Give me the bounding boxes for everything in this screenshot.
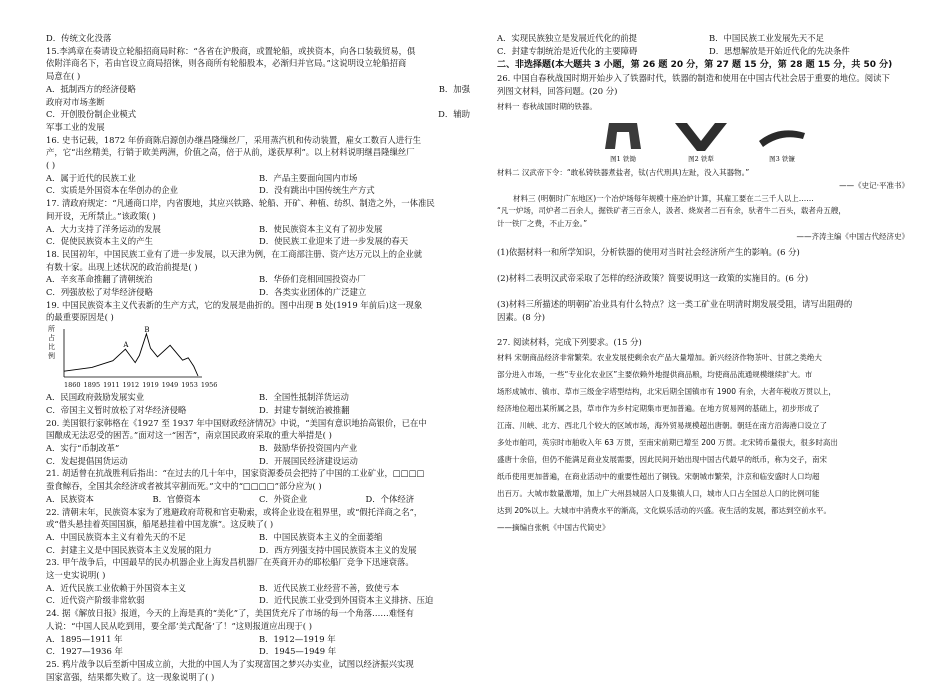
q26-material-2-source: ——《史记·平准书》 [839,180,909,190]
q20-option-a: A．实行“币制改革” [46,442,120,453]
q26-material-3-source: ——齐涛主编《中国古代经济史》 [796,231,909,241]
q23-option-a: A．近代民族工业依赖于外国资本主义 [46,582,187,593]
q26-subquestion-3-cont: 因素。(8 分) [497,311,546,322]
q15-option-b: B．加强 [438,83,470,94]
chart-x-ticks [64,379,220,392]
q19-option-c: C．帝国主义暂时放松了对华经济侵略 [46,404,187,415]
q16-line: 产，它“出丝精美，行销于欧美两洲，价值之高，倍于从前，遂获厚利”。以上材料说明继昌隆缫丝厂 [46,147,415,158]
q21-option-a: A．民族资本 [46,493,94,504]
q20-option-b: B．鼓励华侨投资国内产业 [259,442,358,453]
q19-chart [46,325,472,389]
q26-line: 列图文材料，回答问题。(20 分) [497,85,618,96]
q25-option-a: A．实现民族独立是发展近代化的前提 [497,33,638,43]
q27-material-line: 出百万。大城市数量激增，加上广大州县城居人口及集镇人口，城市人口占全国总人口的比例可能 [497,488,820,498]
q27-material [497,349,921,536]
q21-line: 蚕食鲸吞，全国其余经济或者被其宰割而死。”文中的“□□□□”部分应为( ) [46,481,322,492]
iron-hoe-icon [601,119,645,153]
chart-x-tick: 1949 [161,381,179,390]
q16-option-d: D．没有跳出中国传统生产方式 [259,185,375,196]
q16-option-b: B．产品主要面向国内市场 [259,172,358,183]
chart-x-tick: 1953 [181,381,198,390]
q21-line: 21. 胡适曾在抗战胜利后指出：“在过去的几十年中，国家资源委员会把持了中国的工业矿业，□□□□ [46,468,425,479]
chart-x-tick: 1911 [103,381,120,390]
q15-option-a: A．抵制西方的经济侵略 [46,83,136,94]
q22-option-c: C．封建主义是中国民族资本主义发展的阻力 [46,544,212,555]
iron-sickle-icon [757,119,807,153]
q25-option-b: B．中国民族工业发展先天不足 [709,33,825,43]
q25-line: 25. 鸦片战争以后至新中国成立前，大批的中国人为了实现富国之梦兴办实业，试图以经济振兴实现 [46,658,414,669]
left-column [46,32,472,683]
chart-y-label: 所占比例 [48,325,55,361]
q25-option-c: C．封建专制统治是近代化的主要障碍 [497,45,638,56]
chart-x-tick: 1860 [64,381,81,390]
right-column [497,32,921,536]
q26-material-3-line: “凡一炉场，司炉者二百余人，掘铁矿者三百余人，汲者、烧炭者二百有余，驮者牛二百头，载者舟五艘， [497,206,846,216]
question-25 [46,658,472,683]
q15-line: 依附洋商名下，若由官设立商局招徕，则各商所有轮船股本，必渐归并官局。”这说明设立轮船招商 [46,58,407,69]
q25-option-d: D．思想解放是开始近代化的先决条件 [709,45,850,56]
q17-option-a: A．大力支持了洋务运动的发展 [46,223,161,234]
iron-plough-figure [673,119,729,166]
q26-material-1: 材料一 春秋战国时期的铁器。 [497,101,597,111]
q18-option-d: D．各类实业团体的广泛建立 [259,287,367,298]
question-20 [46,417,472,468]
q23-option-d: D．近代民族工业受到外国资本主义排挤、压迫 [259,595,434,606]
q23-option-c: C．近代资产阶级非常软弱 [46,595,145,606]
q21-option-c: C．外资企业 [259,493,308,504]
q22-line: 22. 清朝末年，民族资本家为了逃避政府苛税和官吏勒索，或将企业设在租界里，或“假托洋商之名”， [46,506,423,517]
chart-annotation-a: A [123,341,129,350]
question-19 [46,299,472,417]
iron-sickle-figure [757,119,807,166]
q24-option-d: D．1945—1949 年 [259,646,337,657]
fig-1-caption: 图1 铁锄 [610,154,636,163]
q15-line: 局意在( ) [46,71,81,82]
q27-material-line: 部分进入市场，一些“专业化农业区”主要依赖外地提供商品粮，均使商品流通规模继续扩大。市 [497,369,813,379]
q27-material-line: 多处市舶司，英宗时市舶收入年 63 万贯，至南宋前期已增至 200 万贯。北宋铸币量很大，很多时高出 [497,437,838,447]
q27-material-line: 江南、川峡、北方、西北几个较大的区域市场，海外贸易规模超出唐朝。朝廷在南方沿海港口设立了 [497,420,827,430]
q18-option-b: B．华侨们竞相回国投资办厂 [259,274,366,285]
q27-material-line: 纸币使用更加普遍，在商业活动中的重要性超出了铜钱。宋朝城市繁荣，汴京和临安盛时人口均超 [497,471,820,481]
q20-line: 国酿成无法忍受的困苦。”面对这一“困苦”，南京国民政府采取的重大举措是( ) [46,430,332,441]
question-26 [497,72,921,323]
q16-line: ( ) [46,160,56,171]
section-2-heading: 二、非选择题(本大题共 3 小题，第 26 题 20 分，第 27 题 15 分，第 28 题 15 分，共 50 分) [497,60,893,71]
iron-tools-figure [497,115,921,165]
q27-material-line: 经济地位超出某所属之县，草市作为乡村定期集市更加普遍。在地方贸易网的基础上，初步形成了 [497,403,820,413]
question-17 [46,197,472,248]
q20-line: 20. 美国银行家韩格在《1927 至 1937 年中国财政经济情况》中说，“美国有意识地抬高银价，已在中 [46,417,427,428]
q19-option-b: B．全国性抵制洋货运动 [259,392,349,403]
q16-option-a: A．属于近代的民族工业 [46,172,136,183]
q21-option-d: D．个体经济 [365,493,415,504]
q17-line: 间开设，无所禁止。”该政策( ) [46,210,156,221]
q19-option-d: D．封建专制统治被推翻 [259,404,350,415]
q26-material-3-line: 材料三 (明朝时广东地区)一个冶炉场每年规模十座冶炉计算，其雇工要在二三千人以上…… [513,193,814,203]
chart-x-tick: 1895 [83,381,101,390]
q23-option-b: B．近代民族工业经营不善，致使亏本 [259,582,400,593]
chart-x-tick: 1956 [200,381,218,390]
q22-line: 或“借头悬挂着英国国旗，船尾悬挂着中国龙旗”。这反映了( ) [46,519,274,530]
q22-option-a: A．中国民族资本主义有着先天的不足 [46,531,187,542]
q17-option-d: D．使民族工业迎来了进一步发展的春天 [259,236,409,247]
q24-option-a: A．1895—1911 年 [46,633,123,644]
q23-line: 这一史实说明( ) [46,570,106,581]
q16-line: 16. 史书记载，1872 年侨商陈启源创办继昌隆缫丝厂，采用蒸汽机和传动装置，雇女工数百人进行生 [46,134,421,145]
q27-material-line: 达到 20%以上。大城市中消费水平的渐高，文化娱乐活动的兴盛。夜生活的发展，都达到空前水平。 [497,505,832,515]
q27-material-line: 盛唐十余倍，但仍不能满足商业发展需要，因此民间开始出现中国古代最早的纸币，称为交子，南宋 [497,454,827,464]
fig-2-caption: 图2 铁犁 [688,154,714,163]
q15-option-c: C．开创股份制企业模式 [46,109,137,120]
chart-series-line [64,334,198,376]
question-22 [46,506,472,557]
q24-option-c: C．1927—1936 年 [46,646,123,657]
q18-line: 有数十家。出现上述状况的政治前提是( ) [46,261,198,272]
q19-line: 的最重要原因是( ) [46,312,114,323]
q19-line: 19. 中国民族资本主义代表新的生产方式，它的发展是曲折的。图中出现 B 处(1919 年前后)这一现象 [46,299,423,310]
q15-option-d: D．辅助 [438,109,470,120]
question-21 [46,467,472,505]
question-16 [46,134,472,198]
q24-line: 24. 据《解放日报》报道，今天的上海是真的“美化”了，美国货充斥了市场的每一个角落……难怪有 [46,608,414,619]
q27-material-source: ——摘编自张帆《中国古代简史》 [497,522,610,532]
q26-subquestion-1: (1)依据材料一和所学知识，分析铁器的使用对当时社会经济所产生的影响。(6 分) [497,247,800,258]
q23-line: 23. 甲午战争后，中国最早的民办机器企业上海发昌机器厂在英商开办的耶松船厂竞争下迅速衰落。 [46,557,414,568]
fig-3-caption: 图3 铁镰 [769,154,795,163]
question-27 [497,336,921,536]
q19-option-a: A．民国政府鼓励发展实业 [46,392,145,403]
q15-option-b-cont: 政府对市场垄断 [46,96,105,107]
q18-option-c: C．列强放松了对华经济侵略 [46,287,153,298]
q20-option-d: D．开展国民经济建设运动 [259,455,358,466]
question-15 [46,45,472,134]
q27-material-line: 材料 宋朝商品经济非常繁荣。农业发展使剩余农产品大量增加。新兴经济作物茶叶、甘蔗之类绝大 [497,352,822,362]
q20-option-c: C．发起提倡国货运动 [46,455,128,466]
q17-option-b: B．使民族资本主义有了初步发展 [259,223,383,234]
q26-subquestion-3: (3)材料三所描述的明朝矿冶业具有什么特点？这一类工矿业在明清时期发展受阻，请写出阻碍的 [497,298,853,309]
q27-heading: 27. 阅读材料，完成下列要求。(15 分) [497,337,642,348]
q17-line: 17. 清政府规定：“凡通商口岸，内省腹地，其应兴铁路、轮船、开矿、种植、纺织、制造之外，一体准民 [46,198,435,209]
chart-x-tick: 1912 [122,381,140,390]
q26-subquestion-2: (2)材料二表明汉武帝采取了怎样的经济政策？简要说明这一政策的实施目的。(6 分) [497,273,809,284]
question-18 [46,248,472,299]
q22-option-b: B．中国民族资本主义的全面萎缩 [259,531,383,542]
chart-annotation-b: B [144,325,150,334]
q15-line: 15.李鸿章在奏请设立轮船招商局时称：“各省在沪殷商，或置轮船，或挟资本，向各口装载贸易，俱 [46,45,416,56]
q18-option-a: A．辛亥革命推翻了清朝统治 [46,274,153,285]
iron-hoe-figure [601,119,645,166]
q14-option-d: D．传统文化没落 [46,33,112,43]
q26-material-3-line: 计一铁厂之费，不止万金。” [497,219,588,229]
q26-line: 26. 中国自春秋战国时期开始步入了铁器时代，铁器的制造和使用在中国古代社会居于重要的地位。阅读下 [497,73,890,84]
q27-material-line: 场形成城市、镇市、草市三级金字塔型结构，北宋后期全国镇市有 1900 有余，大者年税收万贯以上， [497,386,836,396]
q21-option-b: B．官僚资本 [152,493,201,504]
q24-line: 人说：“中国人民从吃到用，要全部‘美式配备’了！”这则报道应出现于( ) [46,620,312,631]
q15-option-d-cont: 军事工业的发展 [46,121,105,132]
q17-option-c: C．促使民族资本主义的产生 [46,236,153,247]
q18-line: 18. 民国初年，中国民族工业有了进一步发展，以天津为例，在工商部注册、资产达万元以上的企业就 [46,248,423,259]
q26-material-2: 材料二 汉武帝下令：“敢私铸铁器煮盐者，钛(古代刑具)左趾，没入其器物。” [497,168,750,178]
q16-option-c: C．实质是外国资本在华创办的企业 [46,185,179,196]
question-23 [46,556,472,607]
q25-line: 国家富强，结果都失败了。这一现象说明了( ) [46,671,215,682]
q22-option-d: D．西方列强支持中国民族资本主义的发展 [259,544,417,555]
chart-x-tick: 1919 [142,381,159,390]
q24-option-b: B．1912—1919 年 [259,633,336,644]
question-24 [46,607,472,658]
iron-plough-icon [673,119,729,153]
